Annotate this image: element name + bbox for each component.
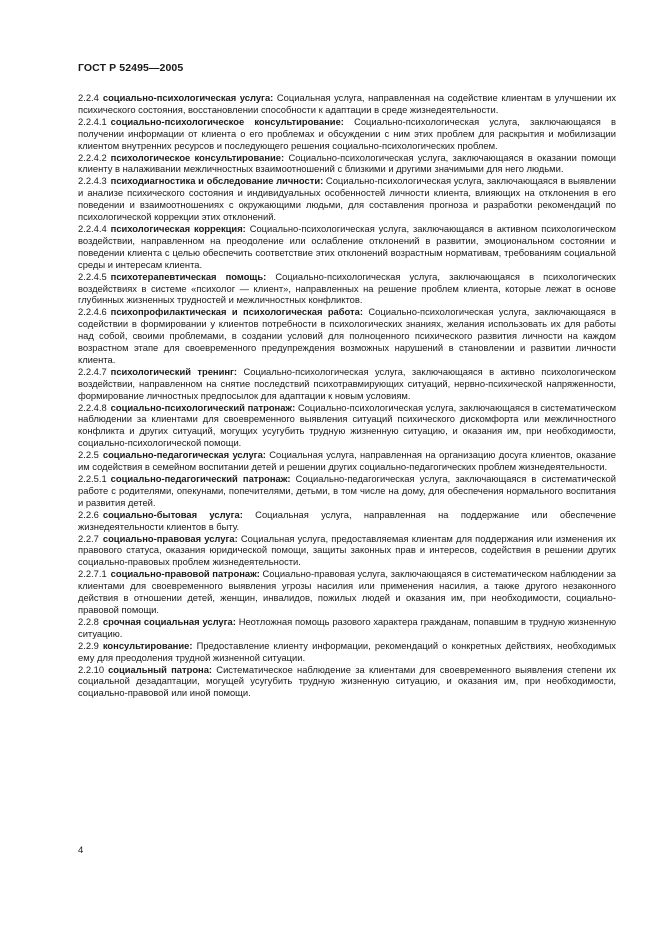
defined-term: срочная социальная услуга:: [102, 615, 236, 627]
defined-term: социальный патрона:: [108, 663, 213, 675]
clause-number: 2.2.8: [78, 615, 99, 627]
definition-text: Социально-психологическая услуга, заключающаяся в получении информации от клиента о его проблемах и обсуждении с ним этих проблем для раскрытия и мобилизации клиентом внутренних ресурсов и последующего решения социально-психологических проблем.: [78, 115, 616, 151]
definition-text: Социально-педагогическая услуга, заключающаяся в систематической работе с родителями, опекунами, попечителями, детьми, в том числе на дому, для обеспечения нормального воспитания и развития детей.: [78, 473, 617, 508]
definition-text: Социальная услуга, направленная на организацию досуга клиентов, оказание им содействия в семейном воспитании детей и решении других социально-педагогических проблем жизнедеятельности.: [78, 449, 617, 473]
clause-number: 2.2.7: [78, 532, 99, 544]
definition-paragraph: [78, 306, 616, 366]
definition-paragraph: [78, 152, 616, 176]
defined-term: психологическое консультирование:: [110, 151, 285, 163]
defined-term: социально-психологическая услуга:: [102, 92, 274, 103]
clause-number: 2.2.4: [78, 92, 99, 103]
definition-paragraph: [78, 223, 616, 271]
definition-text: Предоставление клиенту информации, рекомендаций о конкретных действиях, необходимых ему для преодоления трудной жизненной ситуации.: [78, 639, 616, 663]
definition-text: Неотложная помощь разового характера гражданам, попавшим в трудную жизненную ситуацию.: [78, 615, 616, 639]
definition-text: Социально-психологическая услуга, заключающаяся в содействии в формировании у клиентов потребности в психологических знаниях, желания использовать их для работы над собой, своими проблемами, в создании условий для полноценного психического развития личности на каждом возрастном этапе для своевременного предупреждения возможных нарушений в становлении и развитии личности клиента.: [78, 306, 616, 365]
defined-term: психотерапевтическая помощь:: [110, 270, 267, 282]
clause-number: 2.2.4.4: [78, 222, 107, 234]
definition-paragraph: [78, 664, 616, 700]
definition-paragraph: [78, 640, 616, 664]
definition-paragraph: [78, 568, 616, 616]
clause-number: 2.2.4.8: [78, 401, 107, 413]
clause-number: 2.2.4.6: [78, 306, 107, 318]
definition-text: Социально-правовая услуга, заключающаяся в систематическом наблюдении за клиентами для своевременного выявления угрозы насилия или применения насилия, а также другого незаконного действия в отношении детей, женщин, инвалидов, пожилых людей и оказания им, при необходимости, социально-правовой помощи.: [78, 568, 617, 615]
definition-text: Социально-психологическая услуга, заключающаяся в выявлении и анализе психического состояния и индивидуальных особенностей личности клиента, влияющих на отклонения в его поведении и взаимоотношениях с окружающими людьми, для составления прогноза и разработки рекомендаций по психологической коррекции этих отклонений.: [78, 175, 616, 223]
definition-paragraph: [78, 116, 616, 152]
definition-paragraph: [78, 271, 616, 307]
definition-paragraph: [78, 509, 616, 533]
defined-term: социально-психологическое консультирование:: [110, 115, 344, 127]
clause-number: 2.2.7.1: [78, 568, 107, 580]
clause-number: 2.2.4.7: [78, 365, 107, 377]
definition-text: Систематическое наблюдение за клиентами для своевременного выявления степени их социальной дезадаптации, могущей усугубить трудную жизненную ситуацию, и оказания им, при необходимости, социально-правовой или иной помощи.: [78, 663, 616, 699]
defined-term: социально-педагогический патронаж:: [110, 473, 291, 484]
definition-paragraph: [78, 175, 616, 223]
definition-paragraph: [78, 402, 616, 450]
definition-text: Социально-психологическая услуга, заключающаяся в систематическом наблюдении за клиентами для своевременного выявления ситуаций психического дискомфорта или межличностного конфликта и других ситуаций, могущих усугубить трудную жизненную ситуацию, и оказания им, при необходимости, социально-психологической помощи.: [78, 401, 617, 449]
definition-paragraph: [78, 92, 616, 116]
defined-term: социально-бытовая услуга:: [102, 508, 243, 520]
clause-number: 2.2.5.1: [78, 473, 107, 484]
clause-number: 2.2.4.1: [78, 115, 107, 127]
defined-term: социально-педагогическая услуга:: [102, 449, 266, 461]
definition-paragraph: [78, 616, 616, 640]
defined-term: психологический тренинг:: [110, 365, 238, 377]
definition-text: Социальная услуга, направленная на поддержание или обеспечение жизнедеятельности клиентов в быту.: [78, 508, 616, 532]
definition-paragraph: [78, 533, 616, 569]
document-body: [78, 92, 616, 699]
definition-paragraph: [78, 473, 616, 509]
definition-text: Социально-психологическая услуга, заключающаяся в психологических воздействиях в системе «психолог — клиент», направленных на решение проблем клиента, которые лежат в основе глубинных жизненных трудностей и межличностных конфликтов.: [78, 270, 616, 306]
definition-text: Социальная услуга, направленная на содействие клиентам в улучшении их психического состояния, восстановлении способности к адаптации в среде жизнедеятельности.: [78, 92, 617, 115]
clause-number: 2.2.4.3: [78, 175, 107, 187]
defined-term: психологическая коррекция:: [110, 222, 246, 234]
clause-number: 2.2.4.2: [78, 151, 107, 163]
clause-number: 2.2.9: [78, 639, 99, 651]
definition-paragraph: [78, 366, 616, 402]
clause-number: 2.2.6: [78, 508, 99, 520]
clause-number: 2.2.4.5: [78, 270, 107, 282]
definition-text: Социально-психологическая услуга, заключающаяся в активном психологическом воздействии, направленном на преодоление или ослабление отклонений в развитии, эмоциональном состоянии и поведении клиента с целью обеспечить соответствие этих отклонений возрастным нормативам, требованиям социальной среды и интересам клиента.: [78, 222, 616, 270]
defined-term: социально-психологический патронаж:: [110, 401, 296, 413]
definition-text: Социально-психологическая услуга, заключающаяся в активно психологическом воздействии, направленном на снятие последствий психотравмирующих ситуаций, нервно-психической напряженности, формирование личностных предпосылок для адаптации к новым условиям.: [78, 365, 616, 401]
defined-term: психопрофилактическая и психологическая работа:: [110, 306, 363, 318]
clause-number: 2.2.10: [78, 663, 105, 675]
standard-header: ГОСТ Р 52495—2005: [78, 62, 184, 74]
page-number: 4: [78, 845, 84, 856]
definition-paragraph: [78, 449, 616, 473]
defined-term: психодиагностика и обследование личности:: [110, 175, 324, 187]
definition-text: Социальная услуга, предоставляемая клиентам для поддержания или изменения их правового статуса, оказания юридической помощи, защиты законных прав и интересов, содействия в решении других социально-правовых проблем жизнедеятельности.: [78, 532, 616, 568]
defined-term: социально-правовой патронаж:: [110, 568, 260, 580]
defined-term: социально-правовая услуга:: [102, 532, 238, 544]
clause-number: 2.2.5: [78, 449, 99, 461]
definition-text: Социально-психологическая услуга, заключающаяся в оказании помощи клиенту в налаживании межличностных взаимоотношений с близкими и другими значимыми для него людьми.: [78, 151, 617, 175]
defined-term: консультирование:: [102, 639, 193, 651]
